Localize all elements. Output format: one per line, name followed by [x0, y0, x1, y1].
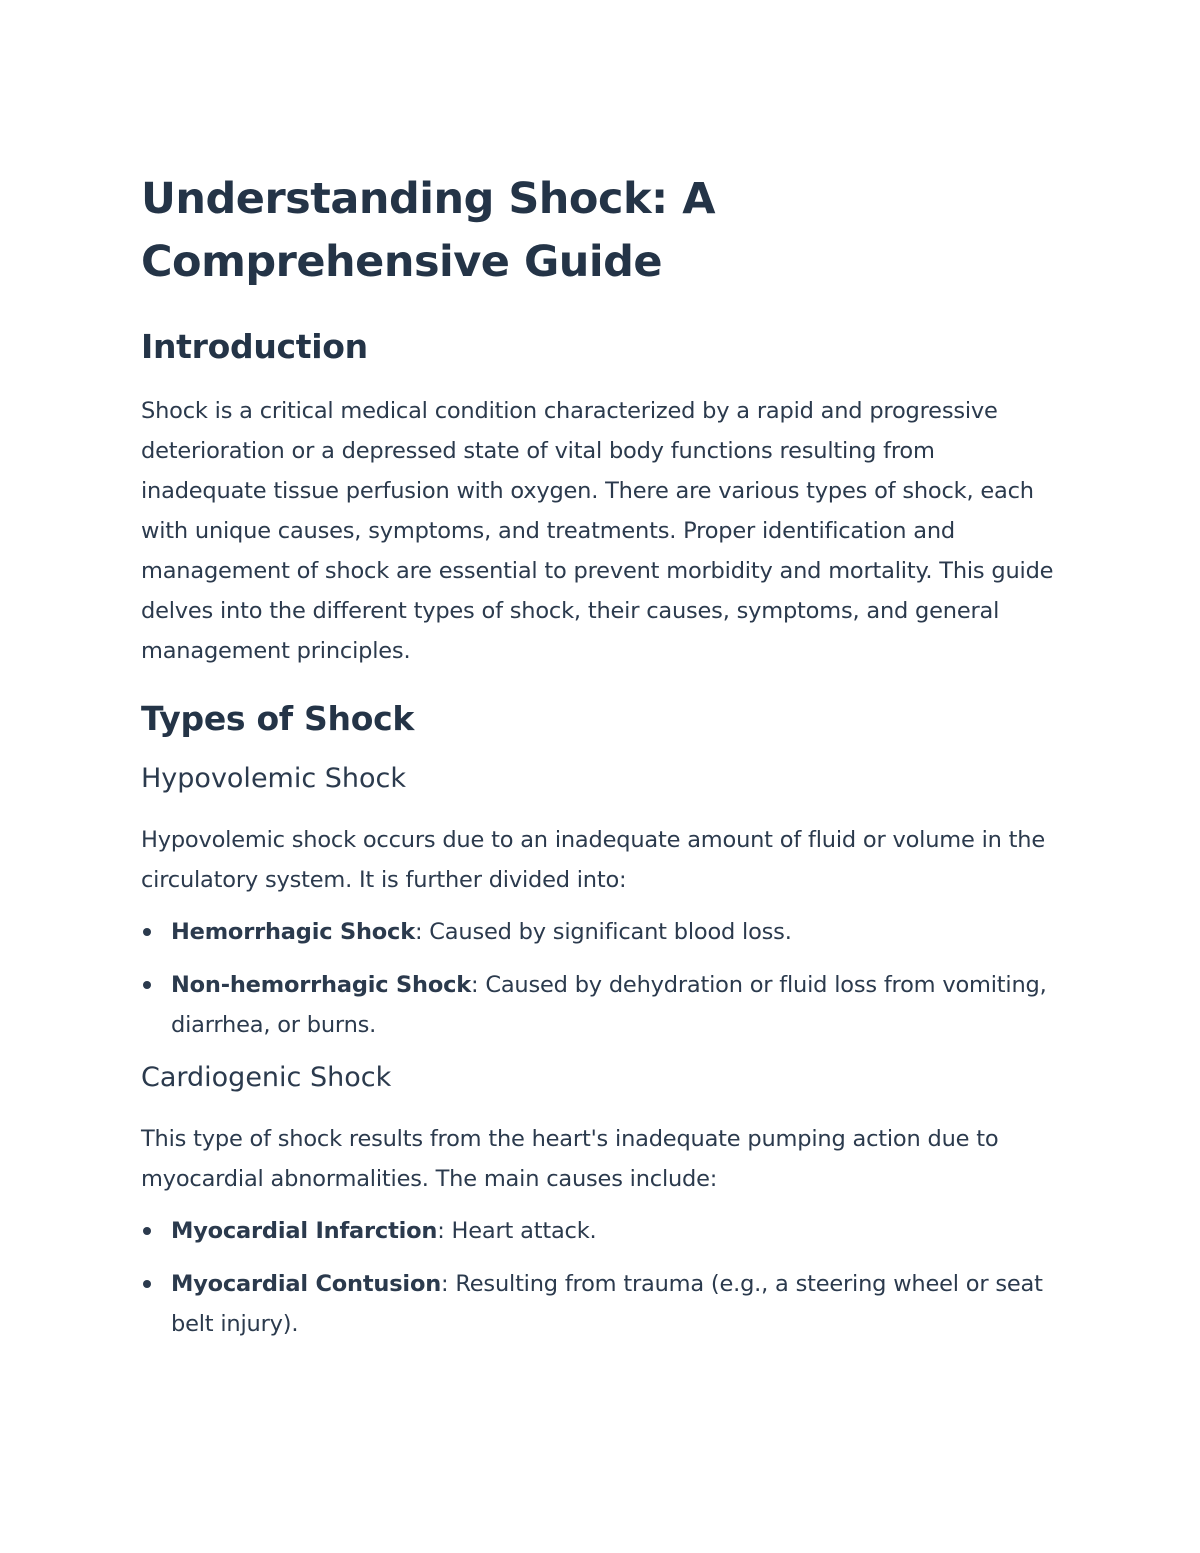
list-item	[141, 1211, 1066, 1251]
types-of-shock-heading: Types of Shock	[141, 699, 414, 738]
list-item-term: Myocardial Infarction	[171, 1218, 438, 1244]
list-item-description: : Caused by significant blood loss.	[414, 919, 792, 945]
list-item-term: Non-hemorrhagic Shock	[171, 972, 471, 998]
list-item-term: Hemorrhagic Shock	[171, 919, 415, 945]
list-item-description: : Heart attack.	[437, 1218, 597, 1244]
hypovolemic-shock-heading: Hypovolemic Shock	[141, 763, 407, 794]
cardiogenic-shock-paragraph: This type of shock results from the heart's inadequate pumping action due to myocardial abnormalities. The main causes include:	[141, 1126, 999, 1192]
hypovolemic-shock-paragraph: Hypovolemic shock occurs due to an inadequate amount of fluid or volume in the circulatory system. It is further divided into:	[141, 827, 1045, 893]
list-item	[141, 912, 1066, 952]
list-item-description: : Caused by dehydration or fluid loss from vomiting, diarrhea, or burns.	[171, 972, 1047, 1038]
bullet-icon	[143, 1227, 151, 1235]
list-item	[141, 1264, 1066, 1344]
cardiogenic-shock-heading: Cardiogenic Shock	[141, 1062, 392, 1093]
list-item	[141, 965, 1066, 1045]
cardiogenic-shock-list	[141, 1211, 1066, 1344]
list-item-description: : Resulting from trauma (e.g., a steering wheel or seat belt injury).	[171, 1271, 1043, 1337]
document-page	[141, 168, 1066, 1357]
bullet-icon	[143, 1280, 151, 1288]
bullet-icon	[143, 928, 151, 936]
bullet-icon	[143, 981, 151, 989]
document-title: Understanding Shock: A Comprehensive Guide	[141, 174, 715, 287]
hypovolemic-shock-list	[141, 912, 1066, 1045]
introduction-paragraph: Shock is a critical medical condition characterized by a rapid and progressive deterioration or a depressed state of vital body functions resulting from inadequate tissue perfusion with oxygen. There are various types of shock, each with unique causes, symptoms, and treatments. Proper identification and management of shock are essential to prevent morbidity and mortality. This guide delves into the different types of shock, their causes, symptoms, and general management principles.	[141, 398, 1054, 664]
introduction-heading: Introduction	[141, 327, 368, 366]
list-item-term: Myocardial Contusion	[171, 1271, 442, 1297]
